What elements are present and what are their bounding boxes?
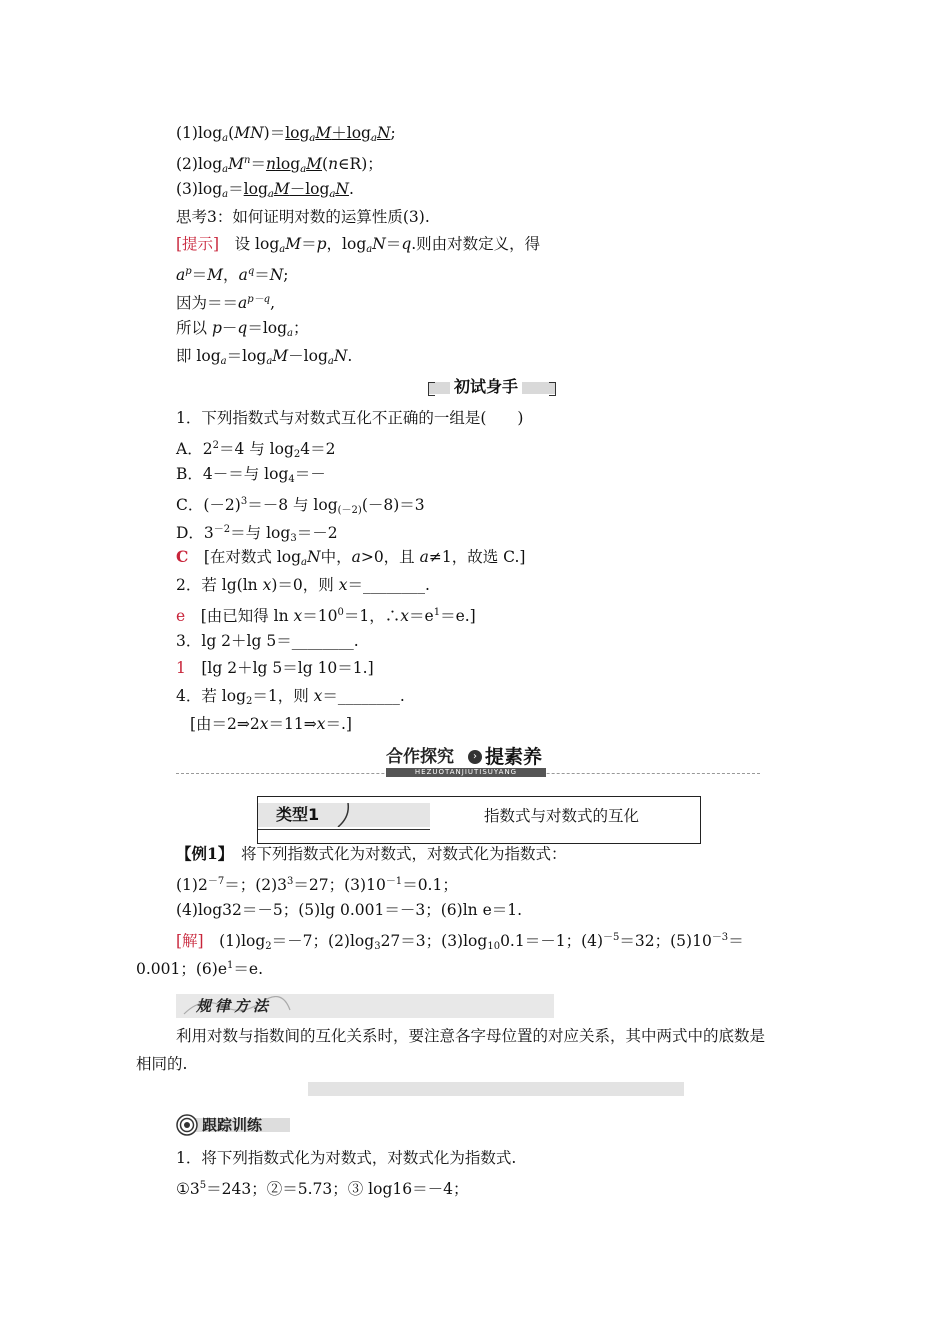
- property-1: $(1)\log_a(MN)=\log_aM+\log_aN$;: [176, 124, 396, 144]
- solution-line-2: 0.001；$(6)e^1=e$.: [136, 960, 263, 978]
- example-line-2: (4)log32＝－5；(5)lg 0.001＝－3；(6)ln e＝1.: [176, 901, 523, 919]
- option-b: B．4－＝与 $\log_4=-$: [176, 465, 326, 485]
- example-line-1: $(1)2^{-7}=$；$(2)3^3=27$；$(3)10^{-1}=0.1$；: [176, 876, 458, 894]
- method-title: 规律方法: [196, 997, 273, 1015]
- hint-line: [提示] 设 $\log_aM=p$，$\log_aN=q$.则由对数定义，得: [176, 235, 541, 255]
- method-banner: [176, 994, 554, 1018]
- solution-line-1: [解] $(1)\log_2=-7$；$(2)\log_327=3$；$(3)\log_{10}0.1=-1$；$(4)^{-5}=32$；$(5)10^{-3}=$: [176, 932, 744, 952]
- section-title-try: 初试身手: [450, 376, 522, 398]
- answer-1: C [在对数式 $\log_aN$中，a>0，且 a≠1，故选 C.]: [176, 547, 526, 568]
- track-title: 跟踪训练: [202, 1116, 263, 1134]
- question-3: 3．lg 2＋lg 5＝________.: [176, 632, 359, 650]
- example-tag: 【例1】: [176, 844, 226, 863]
- answer-4: [由＝2⇒2x＝11⇒x＝.]: [190, 715, 352, 733]
- answer-2-value: e: [176, 607, 186, 625]
- answer-1-letter: C: [176, 547, 189, 566]
- type-heading-box: [257, 796, 701, 844]
- method-text-1: 利用对数与指数间的互化关系时，要注意各字母位置的对应关系，其中两式中的底数是: [176, 1027, 766, 1045]
- proof-line-1: $a^p=M$，$a^q=N$;: [176, 266, 289, 284]
- track-question-1: 1．将下列指数式化为对数式，对数式化为指数式.: [176, 1149, 517, 1167]
- question-2: 2．若 lg(ln x)＝0，则 x＝________.: [176, 576, 430, 594]
- think-3: 思考3：如何证明对数的运算性质(3).: [176, 208, 430, 226]
- section-subtitle-pinyin: HEZUOTANJIUTISUYANG: [386, 768, 546, 777]
- answer-2: e [由已知得 $\ln x=10^0=1$，$\therefore x=e^1=e$.]: [176, 607, 476, 625]
- proof-line-3: 所以 $p-q=\log_a$；: [176, 319, 309, 339]
- hint-tag: [提示]: [176, 235, 220, 253]
- section-title-explore-left: 合作探究: [386, 747, 454, 767]
- example-heading: 【例1】 将下列指数式化为对数式，对数式化为指数式：: [176, 844, 567, 863]
- type-tag: [258, 803, 430, 827]
- method-text-2: 相同的.: [136, 1055, 188, 1073]
- section-divider: [308, 1082, 684, 1096]
- property-2: $(2)\log_aM^n=nlog_aM(n\in R)$；: [176, 155, 383, 175]
- target-icon: [176, 1114, 198, 1136]
- solution-tag: [解]: [176, 932, 204, 950]
- tag-curve-decoration: [336, 803, 354, 827]
- property-3: $(3)\log_a=\log_aM-\log_aN$.: [176, 180, 354, 200]
- proof-line-2: 因为$==a^{p-q}$,: [176, 294, 276, 312]
- track-banner: [176, 1114, 290, 1136]
- type-title: 指数式与对数式的互化: [484, 807, 640, 825]
- arrow-right-icon: ›: [468, 750, 482, 764]
- option-a: A．$2^2=4$ 与 $\log_24=2$: [176, 440, 336, 460]
- option-c: C．$(-2)^3=-8$ 与 $\log_{(-2)}(-8)=3$: [176, 496, 425, 516]
- section-title-explore-right: 提素养: [485, 746, 543, 768]
- question-4: 4．若 $\log_2=1$，则 x＝________.: [176, 687, 405, 707]
- track-line-1: $①3^5=243$；②＝5.73；③ log16＝－4；: [176, 1180, 469, 1198]
- proof-line-4: 即 $\log_a=\log_aM-\log_aN$.: [176, 347, 353, 367]
- section-banner-try: [428, 376, 556, 398]
- answer-3-value: 1: [176, 659, 186, 677]
- section-banner-explore: [176, 746, 760, 780]
- question-1: 1．下列指数式与对数式互化不正确的一组是( ): [176, 409, 524, 427]
- type-tag-label: 类型1: [276, 805, 320, 824]
- option-d: D．$3^{-2}=$与 $\log_3=-2$: [176, 524, 338, 544]
- answer-3: 1 [lg 2＋lg 5＝lg 10＝1.]: [176, 659, 374, 677]
